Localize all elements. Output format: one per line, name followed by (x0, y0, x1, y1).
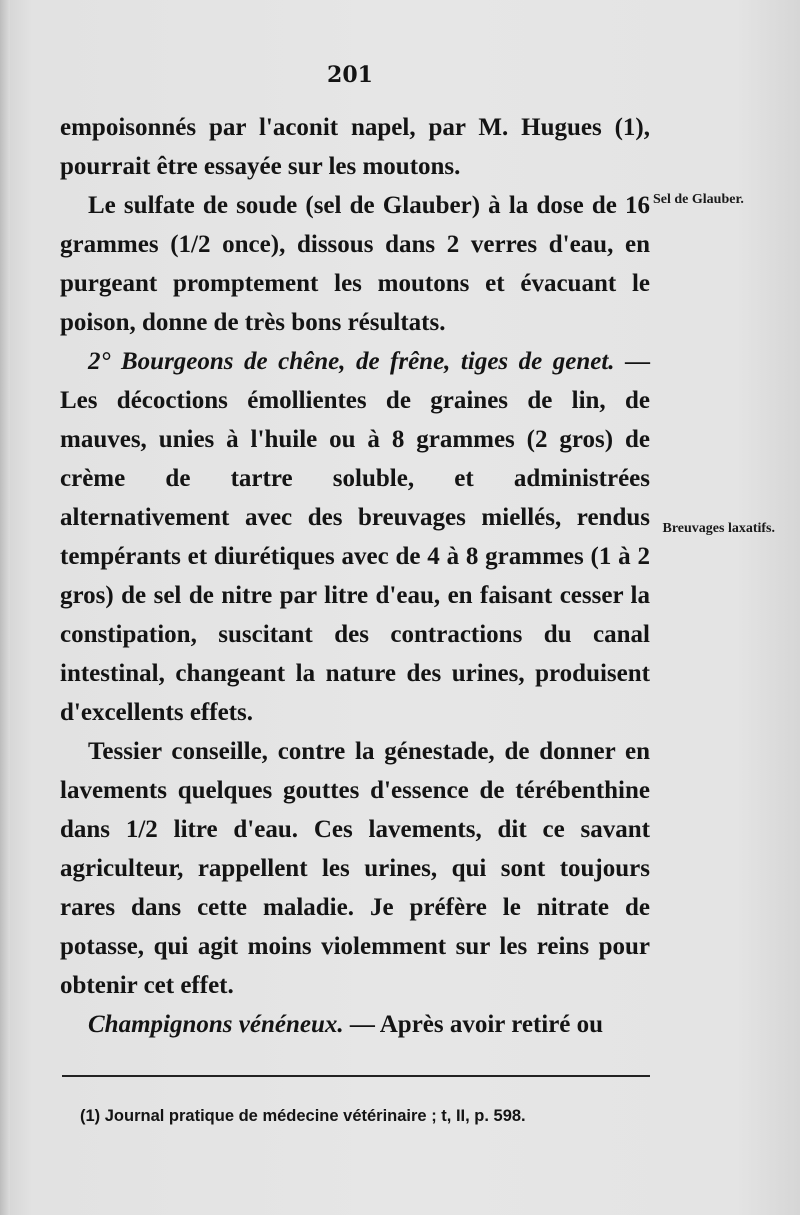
margin-note-sel-de-glauber: Sel de Glauber. (653, 192, 744, 207)
page-spine-shadow (0, 0, 10, 1215)
page-number: 201 (327, 62, 373, 88)
paragraph-sulfate-de-soude: Le sulfate de soude (sel de Glauber) à la dose de 16 grammes (1/2 once), dissous dans 2 verres d'eau, en purgeant promptement les moutons et évacuant le poison, donne de très bons résultats. (60, 192, 650, 336)
paragraph-tessier: Tessier conseille, contre la génestade, de donner en lavements quelques gouttes d'essence de térébenthine dans 1/2 litre d'eau. Ces lavements, dit ce savant agriculteur, rappellent les urines, qui sont toujours rares dans cette maladie. Je préfère le nitrate de potasse, qui agit moins violemment sur les reins pour obtenir cet effet. (60, 738, 650, 999)
paragraph-continuation: empoisonnés par l'aconit napel, par M. Hugues (1), pourrait être essayée sur les moutons. (60, 114, 650, 180)
section-heading-champignons: Champignons vénéneux. (88, 1011, 344, 1038)
paragraph-champignons (60, 1005, 650, 1044)
margin-note-breuvages-laxatifs: Breuvages laxatifs. (662, 521, 775, 536)
paragraph-champignons-body: — Après avoir retiré ou (343, 1011, 604, 1038)
paragraph-bourgeons-body: Les décoctions émollientes de graines de lin, de mauves, unies à l'huile ou à 8 grammes (2 gros) de crème de tartre soluble, et administrées alternativement avec des breuvages miellés, rendus tempérants et diurétiques avec de 4 à 8 grammes (1 à 2 gros) de sel de nitre par litre d'eau, en faisant cesser la constipation, suscitant des contractions du canal intestinal, changeant la nature des urines, produisent d'excellents effets. (60, 387, 650, 726)
section-heading-bourgeons: 2° Bourgeons de chêne, de frêne, tiges de genet. (88, 348, 615, 375)
footnote: (1) Journal pratique de médecine vétérinaire ; t, II, p. 598. (80, 1107, 526, 1125)
heading-dash: — (614, 348, 651, 375)
main-text (60, 108, 650, 1044)
footnote-divider (62, 1075, 650, 1077)
paragraph-bourgeons (60, 342, 650, 732)
